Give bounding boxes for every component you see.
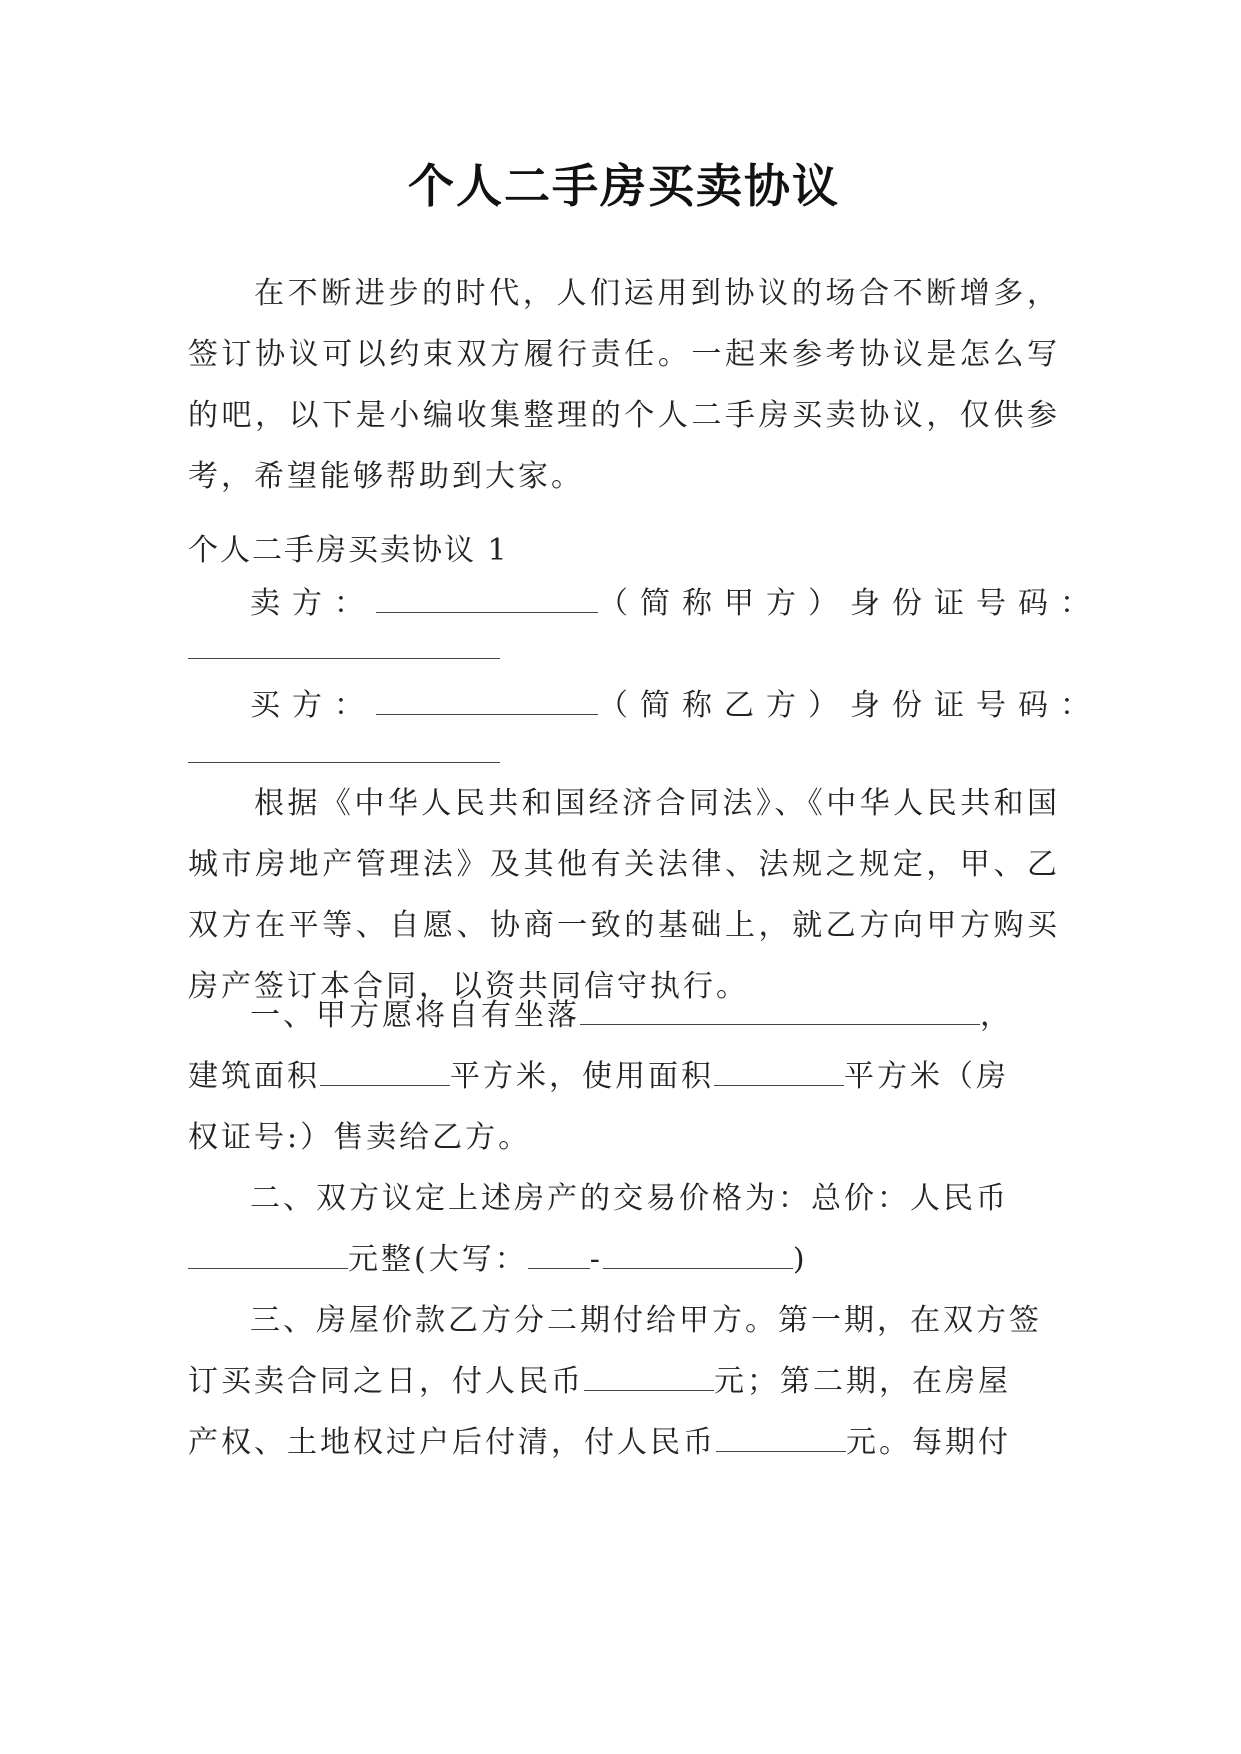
clause1-text-b: ， bbox=[980, 998, 1013, 1033]
seller-name-blank[interactable] bbox=[376, 582, 598, 613]
building-area-blank[interactable] bbox=[320, 1055, 450, 1086]
seller-suffix: （简称甲方）身份证号码： bbox=[598, 586, 1102, 621]
clause3-text-c: 元；第二期，在房屋 bbox=[714, 1364, 1011, 1399]
buyer-label: 买方： bbox=[250, 688, 376, 723]
seller-id-blank[interactable] bbox=[188, 658, 500, 659]
clause1-text-c: 建筑面积 bbox=[188, 1059, 320, 1094]
intro-paragraph: 在不断进步的时代，人们运用到协议的场合不断增多，签订协议可以约束双方履行责任。一起来参考协议是怎么写的吧，以下是小编收集整理的个人二手房买卖协议，仅供参考，希望能够帮助到大家。 bbox=[188, 276, 1060, 494]
buyer-line bbox=[250, 680, 1102, 724]
clause3-line2 bbox=[188, 1356, 1060, 1400]
section-heading: 个人二手房买卖协议 1 bbox=[188, 533, 509, 568]
seller-line bbox=[250, 578, 1102, 622]
clause2-text-b: 元整(大写： bbox=[348, 1242, 528, 1277]
price-words-blank-2[interactable] bbox=[603, 1238, 793, 1269]
clause1-text-e: 平方米（房 bbox=[844, 1059, 1009, 1094]
buyer-name-blank[interactable] bbox=[376, 684, 598, 715]
clause3-line3 bbox=[188, 1417, 1060, 1461]
clause1-line2 bbox=[188, 1051, 1060, 1095]
clause2-line2 bbox=[188, 1234, 1060, 1278]
clause1-line1 bbox=[250, 990, 1122, 1034]
second-payment-blank[interactable] bbox=[716, 1421, 846, 1452]
clause3-text-b: 订买卖合同之日，付人民币 bbox=[188, 1364, 584, 1399]
usable-area-blank[interactable] bbox=[714, 1055, 844, 1086]
property-location-blank[interactable] bbox=[580, 994, 980, 1025]
clause2-line1: 二、双方议定上述房产的交易价格为：总价：人民币 bbox=[250, 1181, 1009, 1216]
first-payment-blank[interactable] bbox=[584, 1360, 714, 1391]
clause1-text-d: 平方米，使用面积 bbox=[450, 1059, 714, 1094]
clause3-text-d: 产权、土地权过户后付清，付人民币 bbox=[188, 1425, 716, 1460]
clause2-text-c: - bbox=[589, 1242, 603, 1277]
total-price-blank[interactable] bbox=[188, 1238, 348, 1269]
buyer-id-blank[interactable] bbox=[188, 762, 500, 763]
document-title: 个人二手房买卖协议 bbox=[408, 159, 840, 213]
price-words-blank-1[interactable] bbox=[528, 1238, 590, 1269]
clause3-line1: 三、房屋价款乙方分二期付给甲方。第一期，在双方签 bbox=[250, 1303, 1042, 1338]
clause1-text-a: 一、甲方愿将自有坐落 bbox=[250, 998, 580, 1033]
clause2-text-d: ) bbox=[792, 1242, 808, 1277]
buyer-suffix: （简称乙方）身份证号码： bbox=[598, 688, 1102, 723]
seller-label: 卖方： bbox=[250, 586, 376, 621]
clause3-text-e: 元。每期付 bbox=[846, 1425, 1011, 1460]
basis-paragraph: 根据《中华人民共和国经济合同法》、《中华人民共和国城市房地产管理法》及其他有关法律、法规之规定，甲、乙双方在平等、自愿、协商一致的基础上，就乙方向甲方购买房产签订本合同，以资共同信守执行。 bbox=[188, 786, 1060, 1004]
clause1-line3: 权证号:）售卖给乙方。 bbox=[188, 1120, 532, 1155]
